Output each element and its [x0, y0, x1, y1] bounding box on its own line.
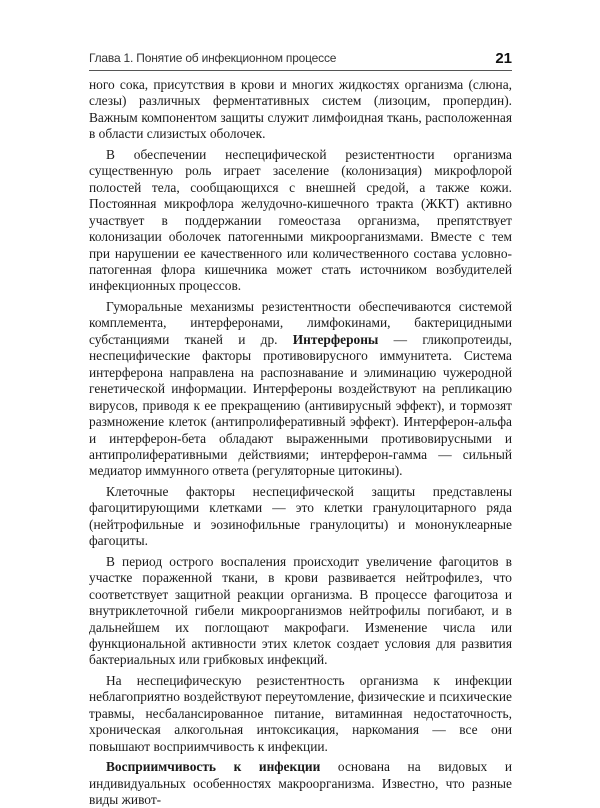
- page-number: 21: [495, 50, 512, 67]
- paragraph-text: основана на видовых и индивидуальных особенностях макроорганизма. Известно, что разные виды живот-: [89, 759, 512, 808]
- paragraph: [89, 147, 512, 295]
- bold-term: Восприимчивость к инфекции: [106, 759, 321, 775]
- paragraph: [89, 77, 512, 143]
- paragraph: [89, 299, 512, 480]
- chapter-title: Глава 1. Понятие об инфекционном процессе: [89, 51, 337, 65]
- paragraph-text: — гликопротеиды, неспецифические факторы противовирусного иммунитета. Система интерферона направлена на распознавание и элиминацию чужеродной генетической информации. Интерфероны воздействуют на репликацию вирусов, приводя к ее прекращению (антивирусный эффект), и тормозят размножение клеток (антипролиферативный эффект). Интерферон-альфа и интерферон-бета обладают выраженными противовирусными и антипролиферативными действиями; интерферон-гамма — сильный медиатор иммунного ответа (регуляторные цитокины).: [89, 331, 512, 479]
- paragraph-text: На неспецифическую резистентность организма к инфекции неблагоприятно воздействуют переутомление, физические и психические травмы, несбалансированное питание, витаминная недостаточность, хроническая алкогольная интоксикация, наркомания — все они повышают восприимчивость к инфекции.: [89, 672, 512, 754]
- paragraph-text: В период острого воспаления происходит увеличение фагоцитов в участке пораженной ткани, в крови развивается нейтрофилез, что соответствует защитной реакции организма. В процессе фагоцитоза и внутриклеточной гибели микроорганизмов нейтрофилы погибают, и в дальнейшем их поглощают макрофаги. Изменение числа или функциональной активности этих клеток создает условия для развития бактериальных или грибковых инфекций.: [89, 553, 512, 668]
- paragraph: [89, 759, 512, 808]
- paragraph-text: ного сока, присутствия в крови и многих жидкостях организма (слюна, слезы) различных ферментативных систем (лизоцим, пропердин). Важным компонентом защиты служит лимфоидная ткань, расположенная в области слизистых оболочек.: [89, 77, 512, 142]
- paragraph: [89, 554, 512, 669]
- paragraph-text: В обеспечении неспецифической резистентности организма существенную роль играет заселение (колонизация) микрофлорой полостей тела, сообщающихся с внешней средой, а также кожи. Постоянная микрофлора желудочно-кишечного тракта (ЖКТ) активно участвует в поддержании гомеостаза организма, препятствует колонизации оболочек патогенными микроорганизмами. Вместе с тем при нарушении ее качественного или количественного состава условно-патогенная флора кишечника может стать источником возбудителей инфекционных процессов.: [89, 146, 512, 294]
- bold-term: Интерфероны: [292, 331, 379, 347]
- running-header: [89, 46, 512, 71]
- body-text: [89, 77, 512, 808]
- paragraph-text: Клеточные факторы неспецифической защиты представлены фагоцитирующими клетками — это клетки гранулоцитарного ряда (нейтрофильные и эозинофильные гранулоциты) и мононуклеарные фагоциты.: [89, 483, 512, 549]
- paragraph: [89, 673, 512, 755]
- paragraph: [89, 484, 512, 550]
- paragraph-text: Гуморальные механизмы резистентности обеспечиваются системой комплемента, интерферонами, лимфокинами, бактерицидными субстанциями тканей и др.: [89, 298, 512, 347]
